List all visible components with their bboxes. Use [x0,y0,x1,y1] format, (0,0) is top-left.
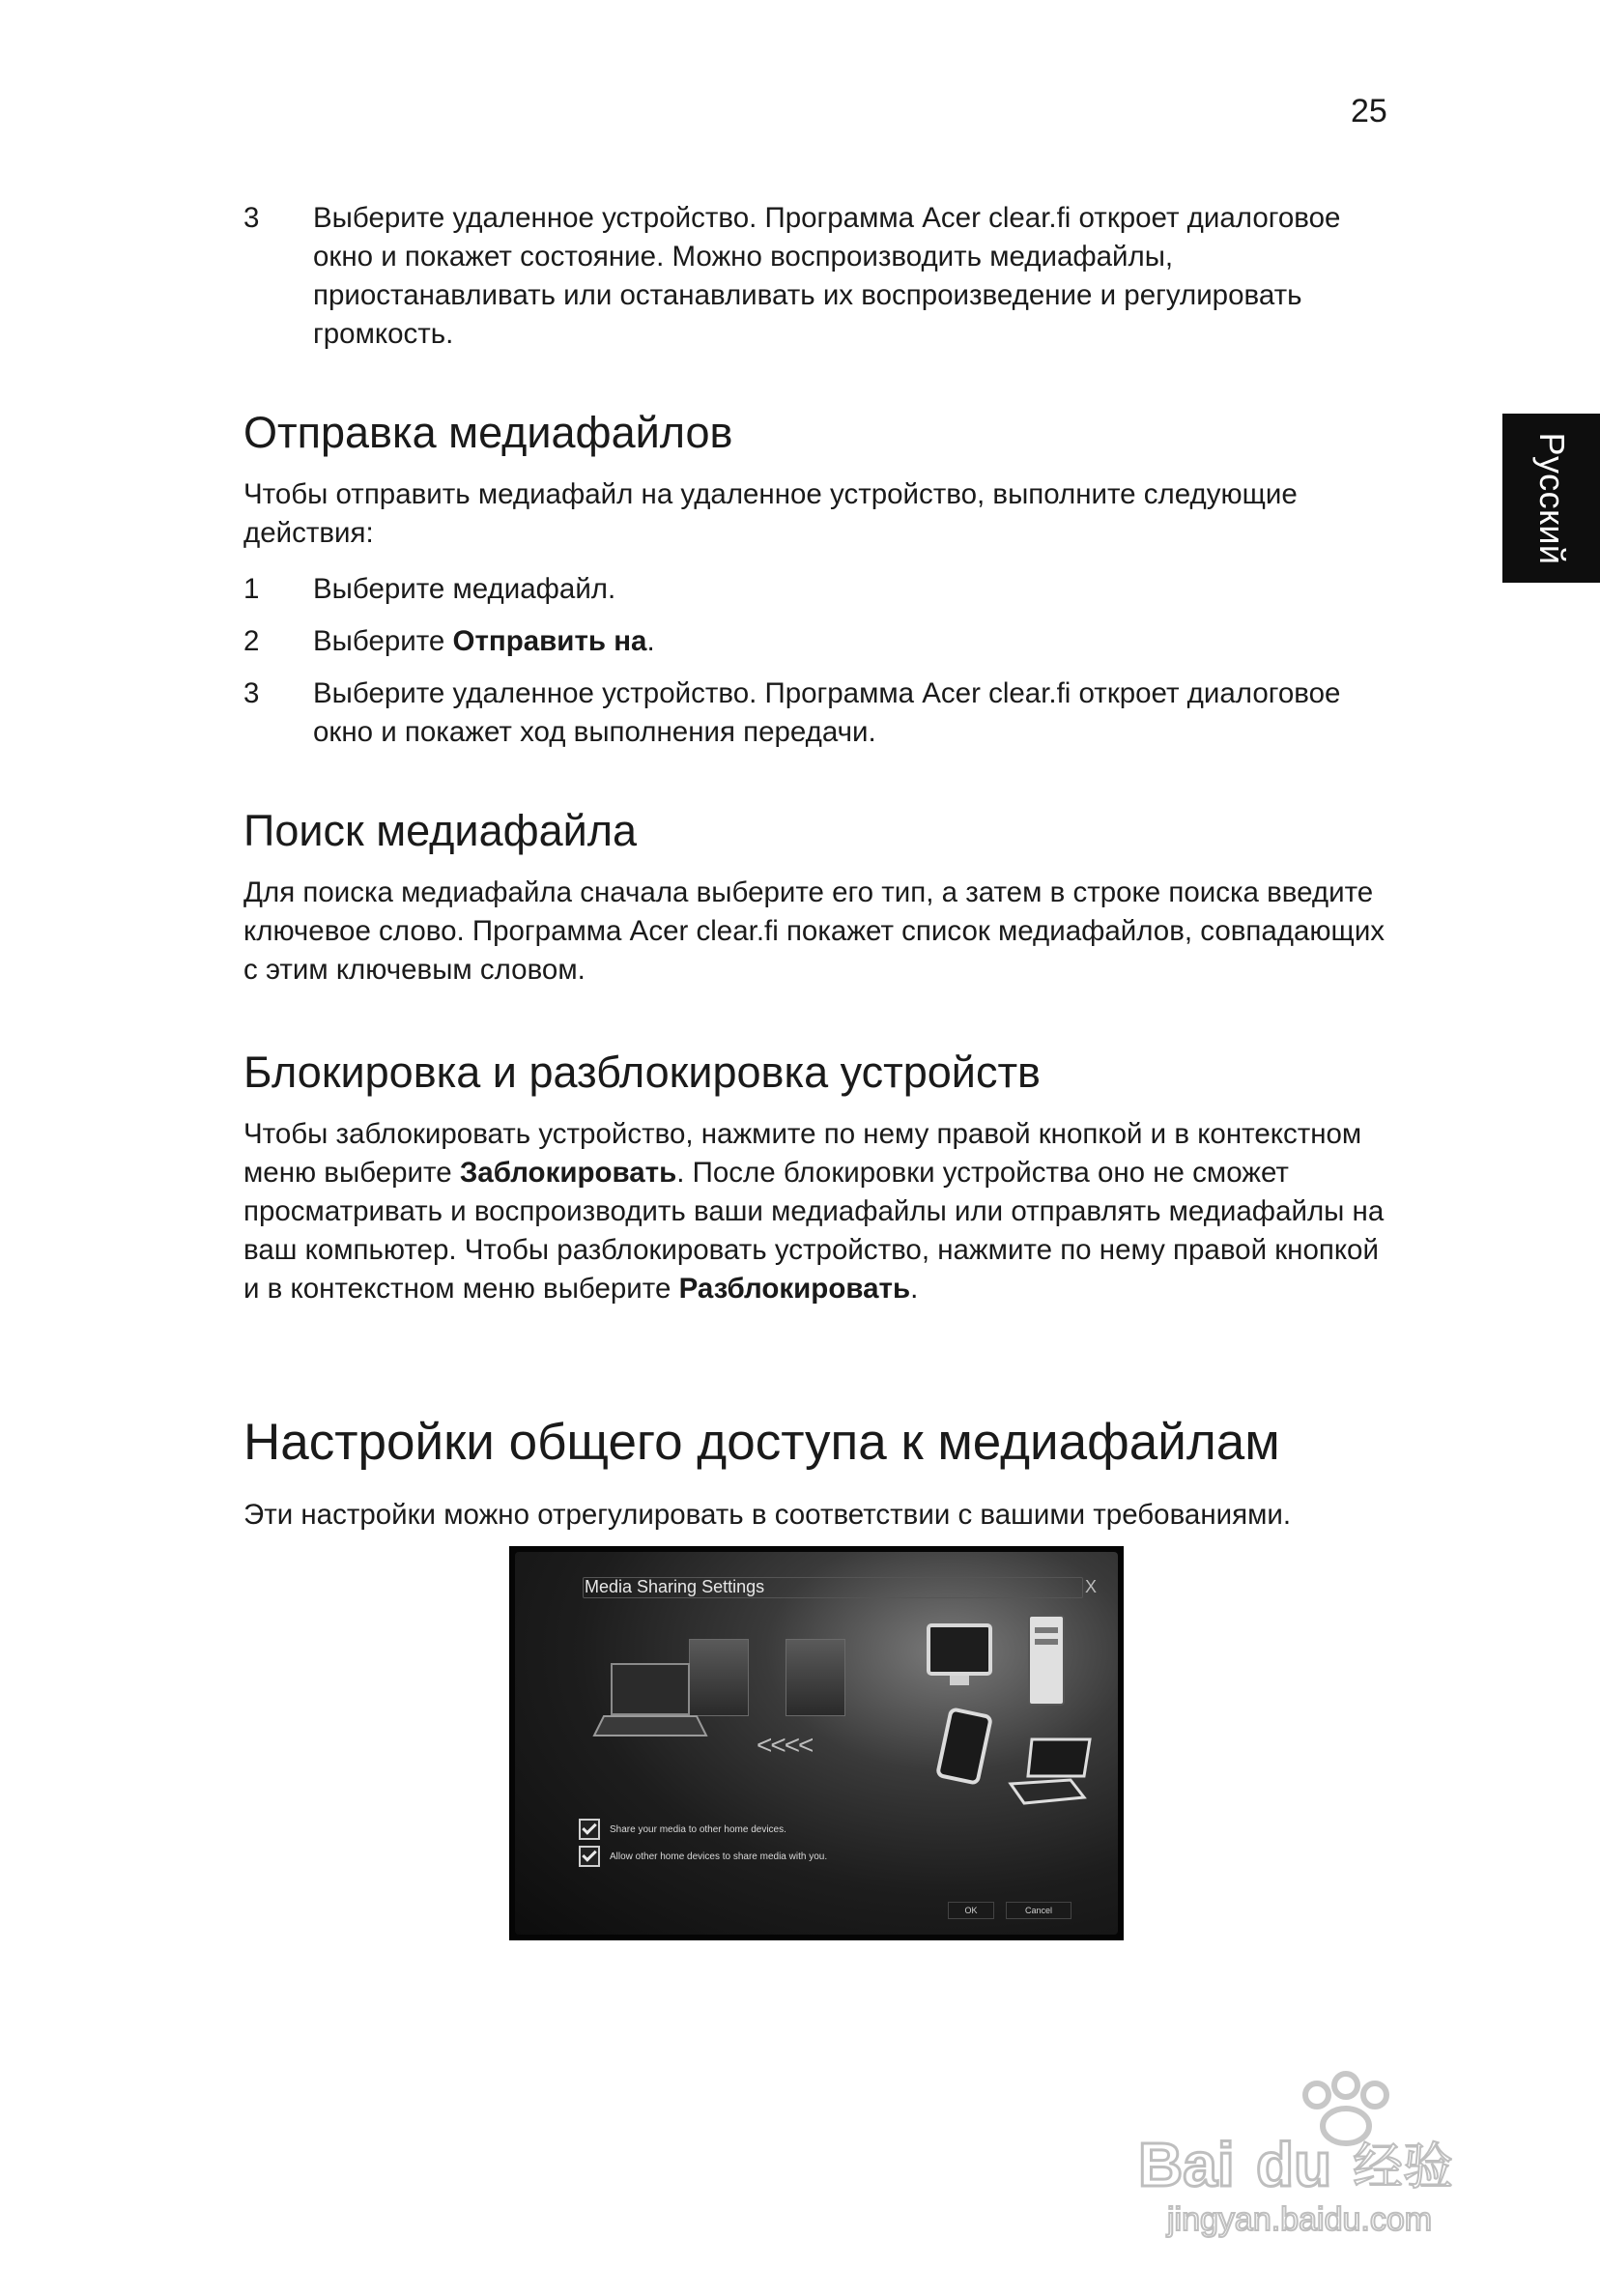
lock-text-part: . [910,1273,919,1305]
share-media-label: Share your media to other home devices. [610,1823,786,1835]
media-sharing-screenshot [509,1546,1124,1940]
step-text-post: . [646,625,655,657]
svg-text:经验: 经验 [1353,2138,1454,2196]
cancel-button[interactable]: Cancel [1006,1902,1071,1919]
step-text [313,622,1393,661]
page-number: 25 [1351,93,1387,129]
list-item [243,570,1393,609]
step-number: 3 [243,202,260,234]
list-item [243,622,1393,661]
search-text: Для поиска медиафайла сначала выберите его тип, а затем в строке поиска введите ключевое слово. Программа Acer clear.fi покажет список медиафайлов, совпадающих с этим ключевым словом. [243,876,1386,986]
lock-heading: Блокировка и разблокировка устройств [243,1048,1041,1097]
list-item [243,674,1393,752]
svg-text:du: du [1256,2130,1332,2199]
step-text: Выберите удаленное устройство. Программа Acer clear.fi откроет диалоговое окно и покажет ход выполнения передачи. [313,677,1341,748]
search-heading: Поиск медиафайла [243,806,638,855]
desktop-tower-icon [1017,1608,1075,1714]
share-media-option[interactable] [579,1819,786,1840]
dialog-window [515,1552,1118,1935]
step-number: 1 [243,573,260,605]
monitor-icon [921,1620,998,1697]
language-tab [1502,414,1600,583]
lock-text-part: . После блокировки устройства оно не сможет просматривать и воспроизводить ваши медиафайлы или отправлять медиафайлы на ваш компьютер. Чтобы разблокировать устройство, нажмите по нему правой кнопкой и в контекстном меню выберите [243,1157,1385,1305]
dialog-title: Media Sharing Settings [585,1577,765,1596]
unlock-command: Разблокировать [678,1273,911,1305]
settings-heading: Настройки общего доступа к медиафайлам [243,1414,1280,1471]
share-media-checkbox[interactable] [579,1819,600,1840]
baidu-watermark [1129,2058,1505,2242]
step-text-pre: Выберите [313,625,453,657]
ok-button[interactable]: OK [948,1902,994,1919]
send-steps [243,570,1393,752]
send-to-command: Отправить на [452,625,647,657]
close-icon[interactable]: X [1084,1577,1097,1596]
allow-sharing-checkbox[interactable] [579,1846,600,1867]
step-number: 3 [243,677,260,709]
media-thumbnail [786,1639,845,1716]
svg-text:Bai: Bai [1138,2130,1235,2199]
step-text: Выберите удаленное устройство. Программа Acer clear.fi откроет диалоговое окно и покажет состояние. Можно воспроизводить медиафайлы, приостанавливать или останавливать их воспроизведение и регулировать громкость. [313,202,1341,350]
notebook-icon [1003,1734,1100,1811]
intro-step [243,199,1393,354]
step-number: 2 [243,625,260,657]
settings-text: Эти настройки можно отрегулировать в соответствии с вашими требованиями. [243,1499,1292,1531]
allow-sharing-label: Allow other home devices to share media with you. [610,1851,828,1862]
language-tab-label: Русский [1531,431,1572,565]
step-text: Выберите медиафайл. [313,573,616,605]
lock-text [243,1115,1393,1308]
pda-icon [930,1705,998,1792]
lock-text-part: Чтобы заблокировать устройство, нажмите по нему правой кнопкой и в контекстном меню выберите [243,1118,1362,1189]
laptop-icon [583,1658,708,1745]
svg-text:jingyan.baidu.com: jingyan.baidu.com [1167,2201,1433,2238]
send-heading: Отправка медиафайлов [243,408,733,457]
allow-sharing-option[interactable] [579,1846,827,1867]
lock-command: Заблокировать [459,1157,677,1189]
transfer-arrows-icon: <<<< [757,1730,813,1760]
send-intro: Чтобы отправить медиафайл на удаленное устройство, выполните следующие действия: [243,478,1298,549]
